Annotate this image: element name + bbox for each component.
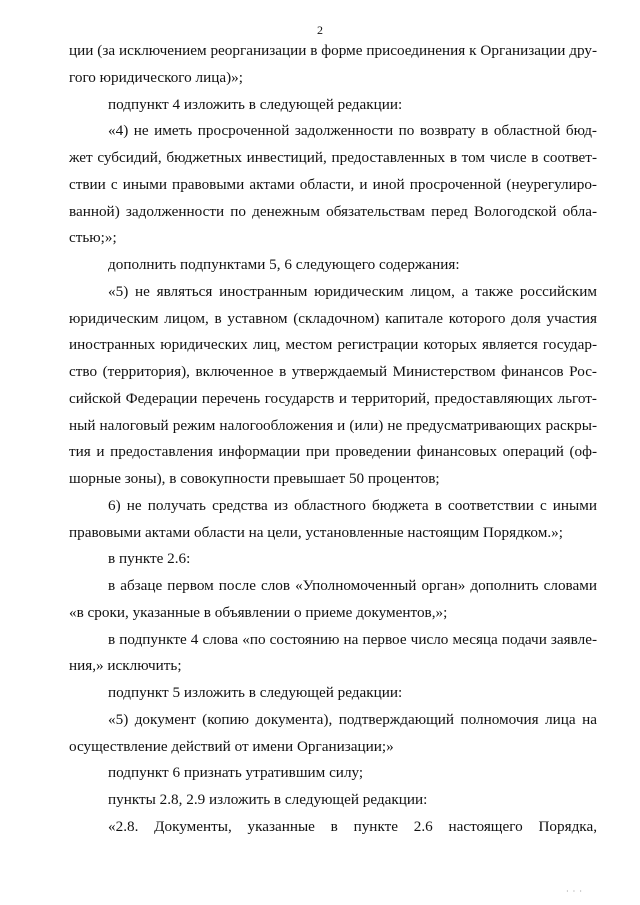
text-line: ный налоговый режим налогообложения и (или) не предусматривающих раскры-	[69, 416, 597, 434]
paragraph-line	[69, 600, 597, 627]
paragraph-line	[69, 199, 597, 226]
paragraph	[69, 279, 597, 306]
text-line: «2.8. Документы, указанные в пункте 2.6 настоящего Порядка,	[108, 817, 597, 835]
text-line: «5) не являться иностранным юридическим лицом, а также российским	[108, 282, 597, 300]
paragraph-line	[69, 172, 597, 199]
text-line: «5) документ (копию документа), подтверждающий полномочия лица на	[108, 710, 597, 728]
paragraph	[69, 573, 597, 600]
text-line: ство (территория), включенное в утверждаемый Министерством финансов Рос-	[69, 363, 597, 380]
text-line: подпункт 6 признать утратившим силу;	[108, 764, 364, 782]
text-line: ванной) задолженности по денежным обязательствам перед Вологодской обла-	[69, 202, 597, 220]
text-line: в пункте 2.6:	[108, 550, 191, 568]
text-line: «в сроки, указанные в объявлении о приеме документов,»;	[69, 603, 448, 621]
paragraph-line	[69, 359, 597, 386]
text-line: пункты 2.8, 2.9 изложить в следующей редакции:	[108, 791, 428, 808]
paragraph-line	[69, 145, 597, 172]
paragraph	[69, 546, 597, 573]
paragraph-continuation	[69, 38, 597, 65]
paragraph-line	[69, 653, 597, 680]
text-line: тия и предоставления информации при проведении финансовых операций (оф-	[69, 443, 597, 461]
paragraph-line	[69, 439, 597, 466]
paragraph-line	[69, 306, 597, 333]
text-line: иностранных юридических лиц, местом регистрации которых является государ-	[69, 336, 597, 354]
paragraph-line	[69, 520, 597, 547]
text-line: жет субсидий, бюджетных инвестиций, предоставленных в том числе в соответ-	[69, 149, 597, 166]
paragraph	[69, 252, 597, 279]
paragraph	[69, 92, 597, 119]
text-line: «4) не иметь просроченной задолженности по возврату в областной бюд-	[108, 122, 597, 140]
paragraph-line	[69, 734, 597, 761]
text-line: осуществление действий от имени Организации;»	[69, 737, 394, 755]
paragraph-line	[69, 466, 597, 493]
text-line: ствии с иными правовыми актами области, и иной просроченной (неурегулиро-	[69, 175, 597, 193]
document-body	[69, 38, 597, 841]
text-line: дополнить подпунктами 5, 6 следующего содержания:	[108, 256, 460, 273]
paragraph-line	[69, 386, 597, 413]
text-line: ния,» исключить;	[69, 657, 182, 675]
text-line: правовыми актами области на цели, установленные настоящим Порядком.»;	[69, 523, 563, 541]
text-line: сийской Федерации перечень государств и территорий, предоставляющих льгот-	[69, 389, 597, 407]
paragraph-line	[69, 413, 597, 440]
paragraph-continuation-end	[69, 65, 597, 92]
paragraph	[69, 707, 597, 734]
paragraph	[69, 814, 597, 841]
text-line: подпункт 5 изложить в следующей редакции:	[108, 684, 403, 701]
paragraph	[69, 118, 597, 145]
paragraph	[69, 787, 597, 814]
paragraph-line	[69, 332, 597, 359]
text-line: в абзаце первом после слов «Уполномоченный орган» дополнить словами	[108, 577, 597, 594]
text-line: в подпункте 4 слова «по состоянию на первое число месяца подачи заявле-	[108, 630, 597, 648]
paragraph	[69, 760, 597, 787]
text-line: стью;»;	[69, 229, 117, 247]
scan-marks: · · ·	[566, 887, 583, 896]
paragraph	[69, 627, 597, 654]
paragraph	[69, 680, 597, 707]
paragraph-line	[69, 225, 597, 252]
text-line: подпункт 4 изложить в следующей редакции:	[108, 95, 403, 113]
text-line: гого юридического лица)»;	[69, 68, 243, 86]
text-line: юридическим лицом, в уставном (складочном) капитале которого доля участия	[69, 309, 597, 327]
text-line: шорные зоны), в совокупности превышает 50 процентов;	[69, 470, 440, 487]
text-line: 6) не получать средства из областного бюджета в соответствии с иными	[108, 496, 597, 514]
paragraph	[69, 493, 597, 520]
page-number: 2	[317, 23, 323, 37]
text-line: ции (за исключением реорганизации в форме присоединения к Организации дру-	[69, 42, 597, 59]
